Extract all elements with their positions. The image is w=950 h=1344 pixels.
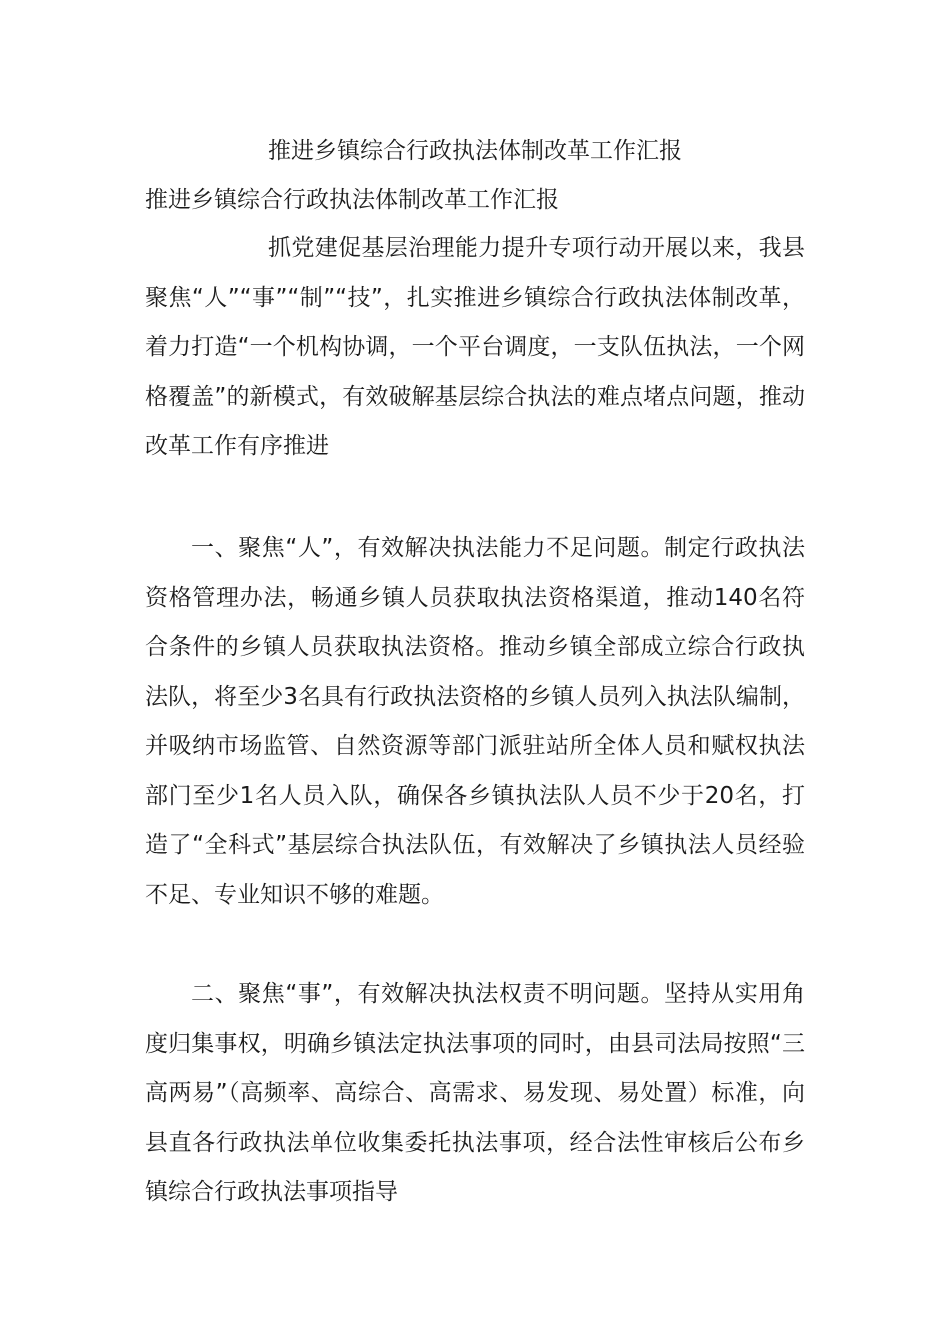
document-subtitle: 推进乡镇综合行政执法体制改革工作汇报 [145,187,559,213]
document-title: 推进乡镇综合行政执法体制改革工作汇报 [268,138,682,164]
section-one-paragraph: 一、聚焦“人”，有效解决执法能力不足问题。制定行政执法资格管理办法，畅通乡镇人员获取执法资格渠道，推动140名符合条件的乡镇人员获取执法资格。推动乡镇全部成立综合行政执法队，将至少3名具有行政执法资格的乡镇人员列入执法队编制，并吸纳市场监管、自然资源等部门派驻站所全体人员和赋权执法部门至少1名人员入队，确保各乡镇执法队人员不少于20名，打造了“全科式”基层综合执法队伍，有效解决了乡镇执法人员经验不足、专业知识不够的难题。 [145,535,805,908]
section-two-paragraph: 二、聚焦“事”，有效解决执法权责不明问题。坚持从实用角度归集事权，明确乡镇法定执法事项的同时，由县司法局按照“三高两易”（高频率、高综合、高需求、易发现、易处置）标准，向县直各行政执法单位收集委托执法事项，经合法性审核后公布乡镇综合行政执法事项指导 [145,981,805,1205]
intro-paragraph: 抓党建促基层治理能力提升专项行动开展以来，我县聚焦“人”“事”“制”“技”，扎实推进乡镇综合行政执法体制改革，着力打造“一个机构协调，一个平台调度，一支队伍执法，一个网格覆盖”的新模式，有效破解基层综合执法的难点堵点问题，推动改革工作有序推进 [145,235,805,459]
